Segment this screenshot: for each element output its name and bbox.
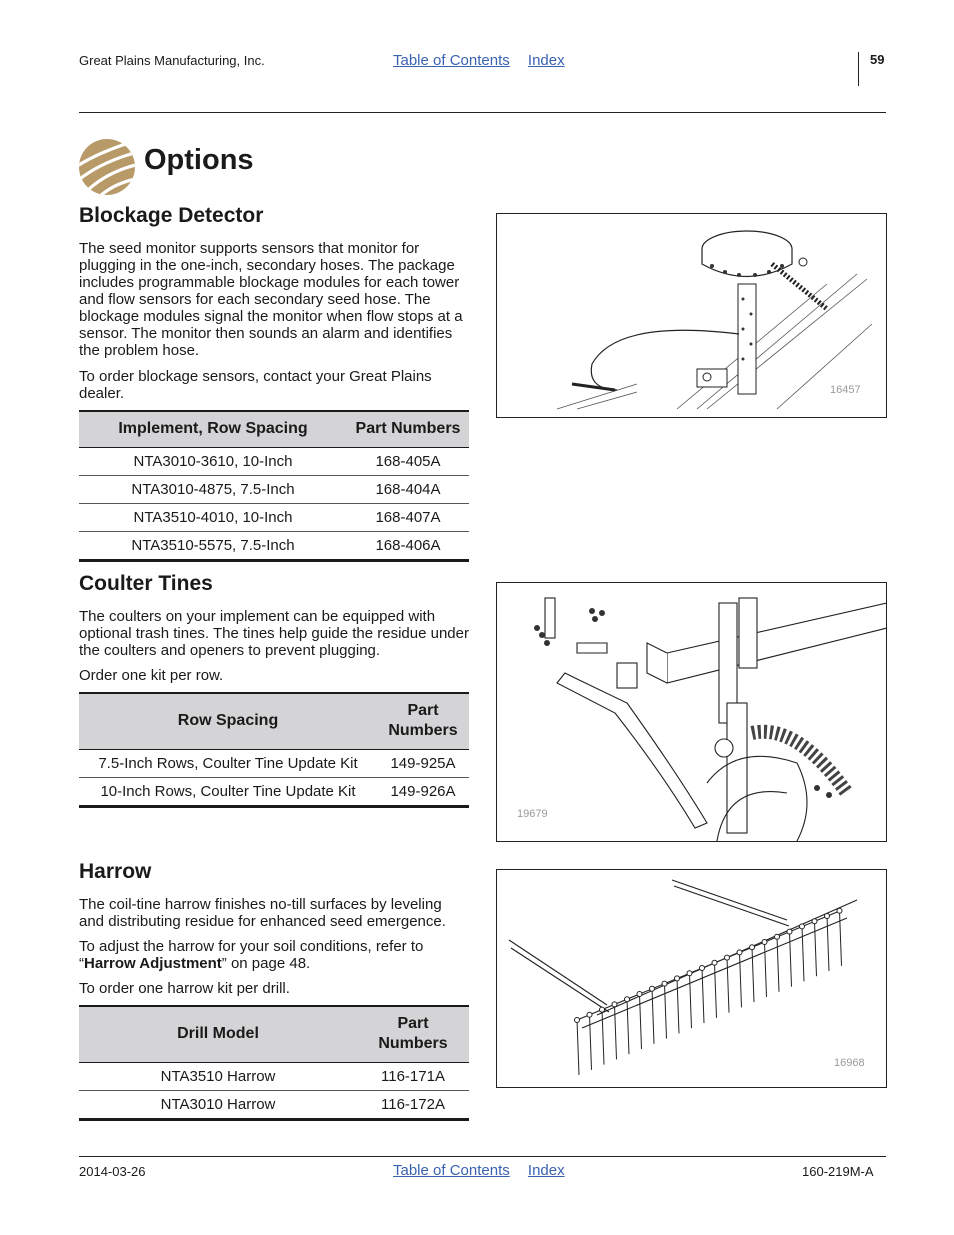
harrow-adjust-note xyxy=(79,938,469,972)
table-row xyxy=(79,749,469,777)
harrow-parts-table xyxy=(79,1005,469,1121)
blockage-sensor-figure xyxy=(496,213,887,418)
coulter-order-note: Order one kit per row. xyxy=(79,667,224,684)
blockage-description: The seed monitor supports sensors that monitor for plugging in the one-inch, secondary hoses. The package includes programmable blockage modules for each tower and flow sensors for each secondary seed hose. The blockage modules signal the monitor when flow stops at a sensor. The monitor then sounds an alarm and identifies the problem hose. xyxy=(79,240,463,359)
table-cell: 7.5-Inch Rows, Coulter Tine Update Kit xyxy=(79,749,377,777)
table-header: Row Spacing xyxy=(79,693,377,749)
index-link[interactable]: Index xyxy=(527,1162,565,1179)
table-row xyxy=(79,475,469,503)
harrow-order-note: To order one harrow kit per drill. xyxy=(79,980,290,997)
table-header xyxy=(377,693,469,749)
coulter-tine-figure xyxy=(496,582,887,842)
table-cell: NTA3010 Harrow xyxy=(79,1090,357,1119)
table-cell: 116-172A xyxy=(357,1090,469,1119)
blockage-order-note: To order blockage sensors, contact your Great Plains dealer. xyxy=(79,368,432,402)
table-cell: NTA3010-4875, 7.5-Inch xyxy=(79,475,347,503)
harrow-adjust-suffix: ” on page 48. xyxy=(221,955,311,972)
table-row xyxy=(79,531,469,560)
header-divider xyxy=(858,52,859,86)
table-cell: 168-407A xyxy=(347,503,469,531)
table-cell: 149-925A xyxy=(377,749,469,777)
table-cell: NTA3510-4010, 10-Inch xyxy=(79,503,347,531)
table-cell: NTA3510-5575, 7.5-Inch xyxy=(79,531,347,560)
toc-link[interactable]: Table of Contents xyxy=(393,52,510,69)
table-header-line: Part xyxy=(397,1015,429,1033)
chapter-title: Options xyxy=(144,144,254,176)
table-cell: 168-404A xyxy=(347,475,469,503)
table-row xyxy=(79,447,469,475)
table-cell: NTA3010-3610, 10-Inch xyxy=(79,447,347,475)
table-header-line: Part xyxy=(407,702,439,720)
coulter-heading: Coulter Tines xyxy=(79,572,213,595)
footer-nav xyxy=(393,1162,579,1179)
figure-id: 19679 xyxy=(517,808,548,820)
header-nav xyxy=(393,52,579,69)
blockage-sensor-illustration xyxy=(497,214,886,417)
page-number: 59 xyxy=(870,52,885,67)
table-header-line: Numbers xyxy=(388,722,458,740)
table-header: Implement, Row Spacing xyxy=(79,411,347,447)
harrow-illustration xyxy=(497,870,886,1087)
table-cell: 149-926A xyxy=(377,777,469,806)
harrow-adjust-prefix: To adjust the harrow for your soil conditions, refer to “ xyxy=(79,938,424,972)
table-row xyxy=(79,1090,469,1119)
coulter-description: The coulters on your implement can be equipped with optional trash tines. The tines help guide the residue under the coulters and openers to prevent plugging. xyxy=(79,608,469,659)
table-row xyxy=(79,777,469,806)
coulter-parts-table xyxy=(79,692,469,808)
harrow-description: The coil-tine harrow finishes no-till surfaces by leveling and distributing residue for enhanced seed emergence. xyxy=(79,896,446,930)
coulter-tine-illustration xyxy=(497,583,886,841)
toc-link[interactable]: Table of Contents xyxy=(393,1162,510,1179)
table-row xyxy=(79,1062,469,1090)
harrow-figure xyxy=(496,869,887,1088)
figure-id: 16968 xyxy=(834,1057,865,1069)
header-rule xyxy=(79,112,886,113)
company-name: Great Plains Manufacturing, Inc. xyxy=(79,53,265,68)
footer-rule xyxy=(79,1156,886,1157)
table-header: Part Numbers xyxy=(347,411,469,447)
table-header: Drill Model xyxy=(79,1006,357,1062)
publication-date: 2014-03-26 xyxy=(79,1164,146,1179)
table-cell: NTA3510 Harrow xyxy=(79,1062,357,1090)
table-row xyxy=(79,503,469,531)
table-cell: 116-171A xyxy=(357,1062,469,1090)
table-header xyxy=(357,1006,469,1062)
index-link[interactable]: Index xyxy=(527,52,565,69)
table-header-line: Numbers xyxy=(378,1035,448,1053)
table-cell: 168-406A xyxy=(347,531,469,560)
blockage-heading: Blockage Detector xyxy=(79,204,264,227)
table-cell: 10-Inch Rows, Coulter Tine Update Kit xyxy=(79,777,377,806)
harrow-adjustment-xref[interactable]: Harrow Adjustment xyxy=(84,955,222,972)
blockage-parts-table xyxy=(79,410,469,562)
table-cell: 168-405A xyxy=(347,447,469,475)
great-plains-logo-icon xyxy=(78,138,136,196)
document-number: 160-219M-A xyxy=(802,1164,874,1179)
figure-id: 16457 xyxy=(830,384,861,396)
harrow-heading: Harrow xyxy=(79,860,152,883)
